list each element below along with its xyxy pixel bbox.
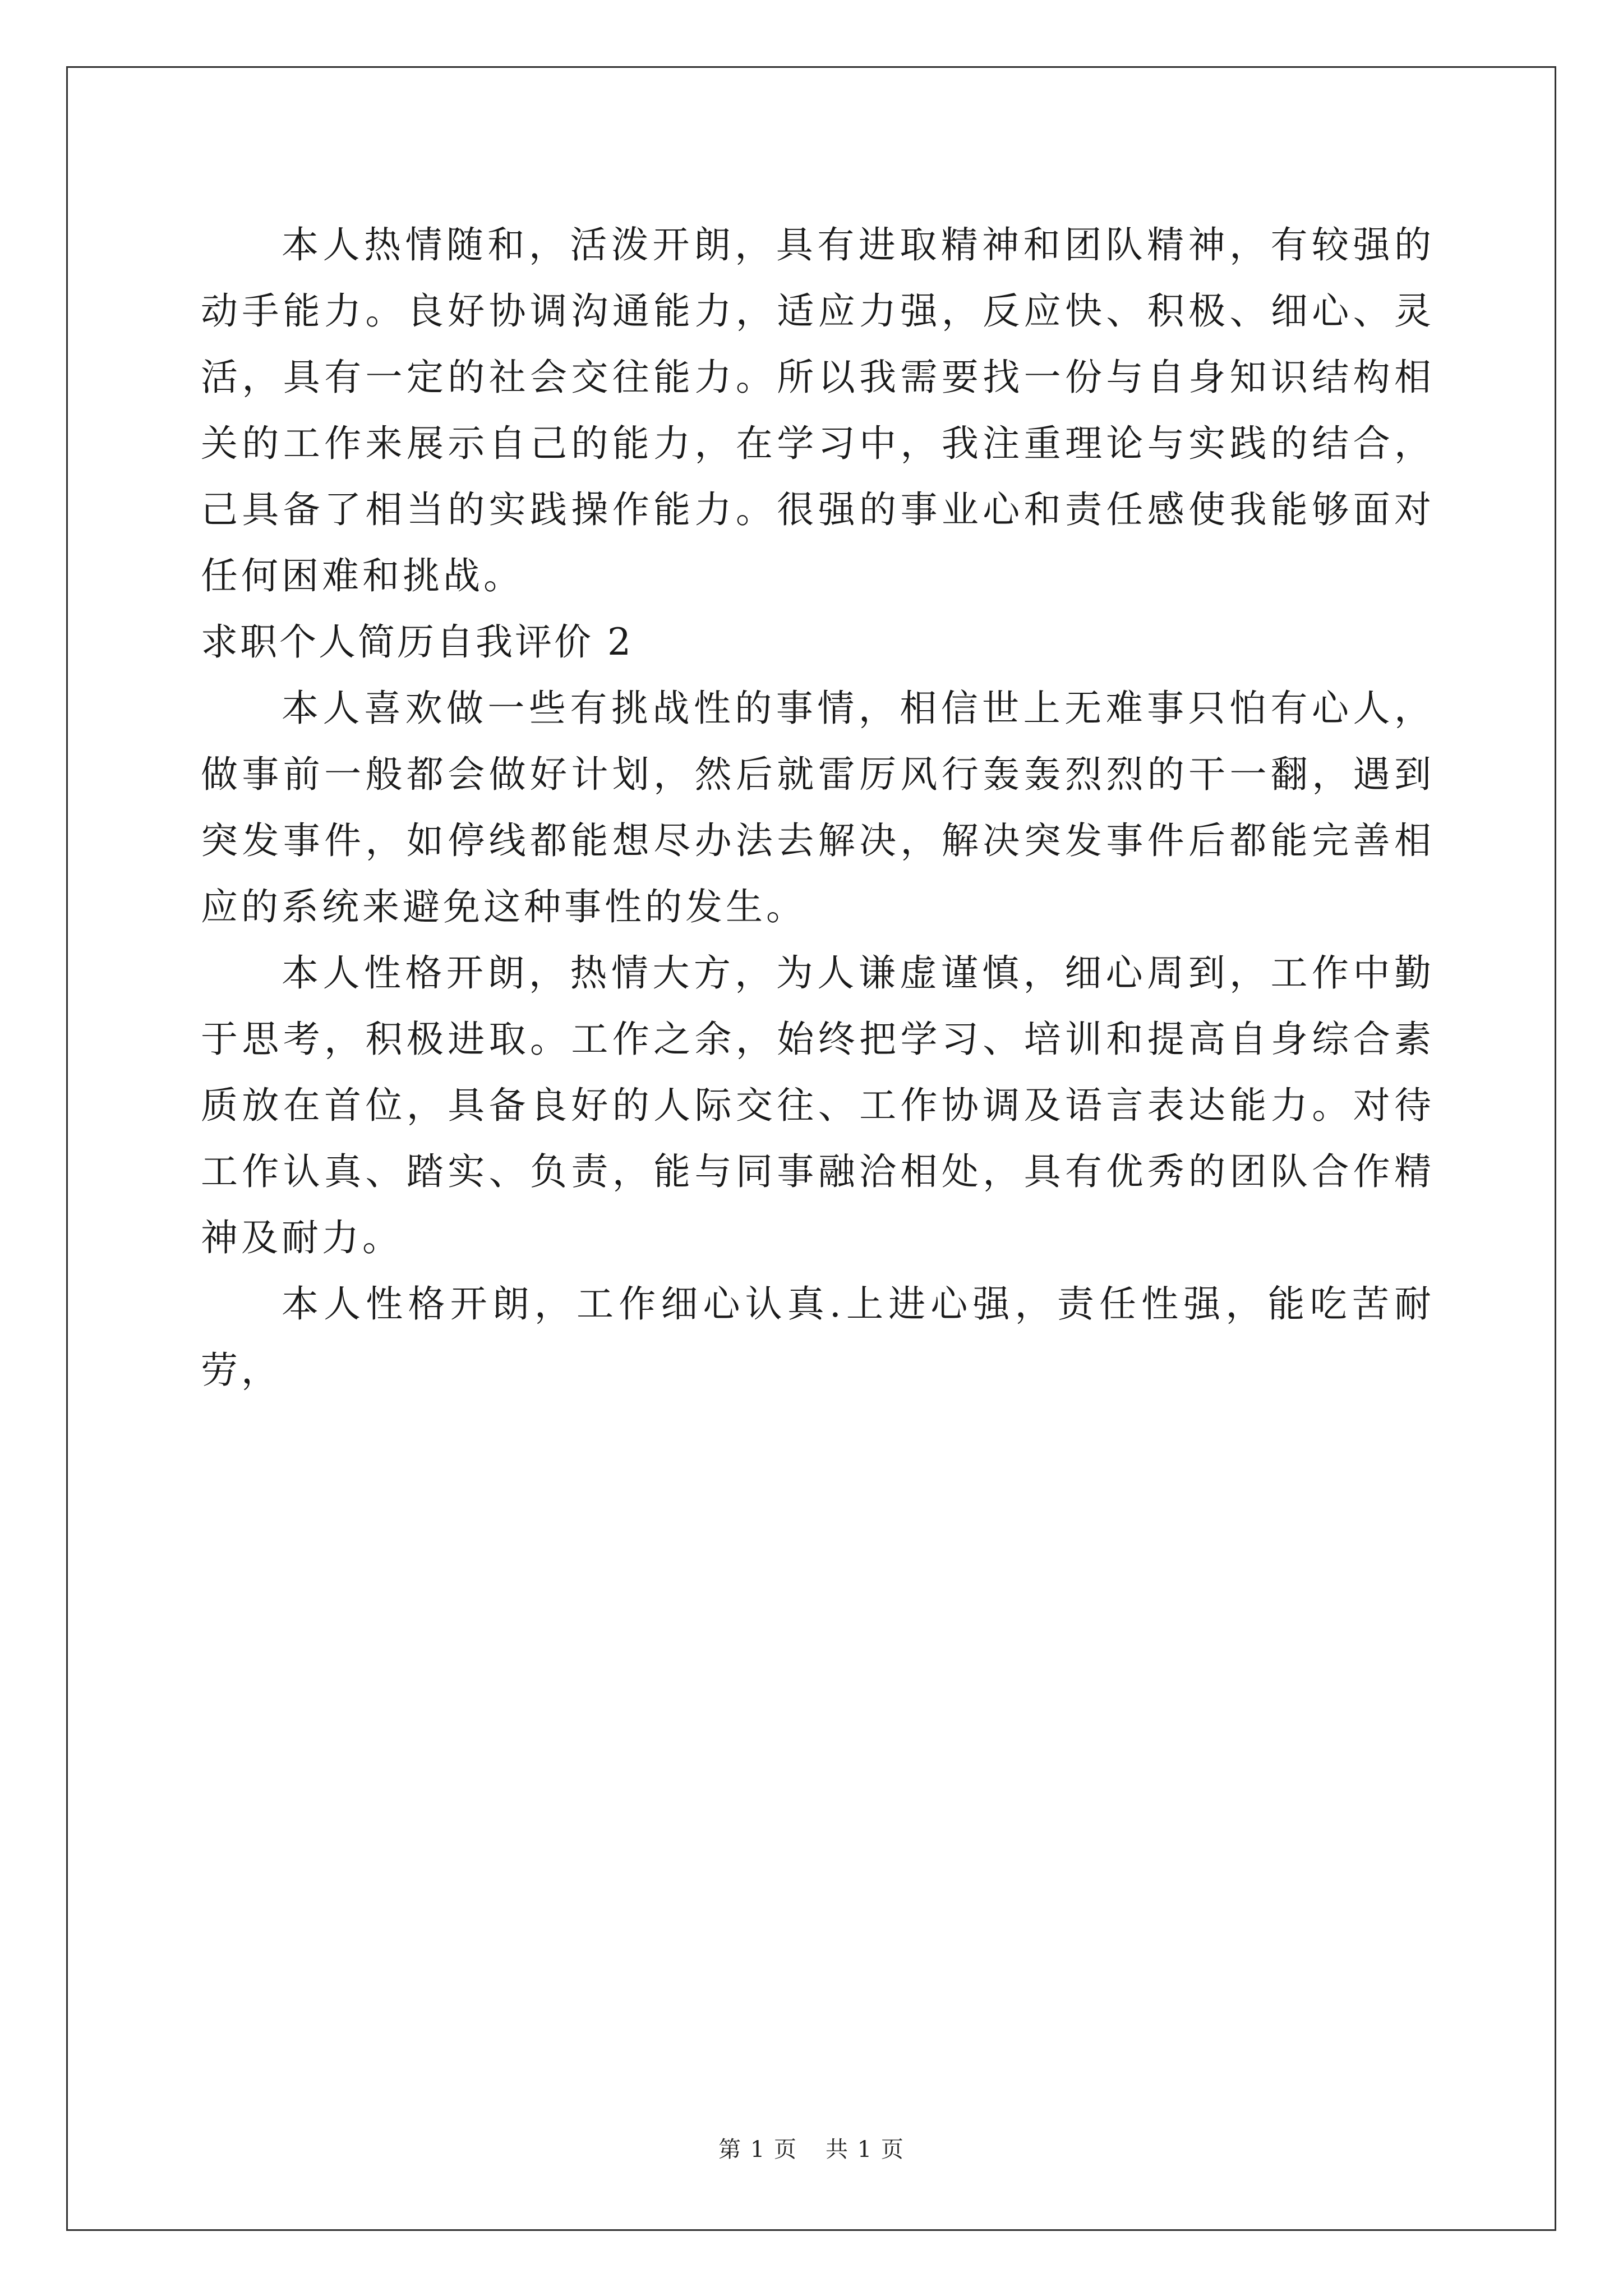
section-heading: 求职个人简历自我评价 2 [201,620,633,664]
paragraph-work-attitude: 本人性格开朗，工作细心认真.上进心强，责任性强，能吃苦耐劳， [201,1282,1435,1392]
page-number: 第 1 页 [718,2137,797,2162]
paragraph-self-intro: 本人热情随和，活泼开朗，具有进取精神和团队精神，有较强的动手能力。良好协调沟通能力，适应力强，反应快、积极、细心、灵活，具有一定的社会交往能力。所以我需要找一份与自身知识结构相关的工作来展示自己的能力，在学习中，我注重理论与实践的结合，己具备了相当的实践操作能力。很强的事业心和责任感使我能够面对任何困难和挑战。 [201,223,1435,597]
page-total: 共 1 页 [826,2137,905,2162]
page-footer [0,2132,1623,2164]
paragraph-challenge: 本人喜欢做一些有挑战性的事情，相信世上无难事只怕有心人，做事前一般都会做好计划，然后就雷厉风行轰轰烈烈的干一翻，遇到突发事件，如停线都能想尽办法去解决，解决突发事件后都能完善相应的系统来避免这种事性的发生。 [201,687,1435,928]
paragraph-personality: 本人性格开朗，热情大方，为人谦虚谨慎，细心周到，工作中勤于思考，积极进取。工作之余，始终把学习、培训和提高自身综合素质放在首位，具备良好的人际交往、工作协调及语言表达能力。对待工作认真、踏实、负责，能与同事融洽相处，具有优秀的团队合作精神及耐力。 [201,951,1435,1259]
document-body [201,212,1435,1404]
